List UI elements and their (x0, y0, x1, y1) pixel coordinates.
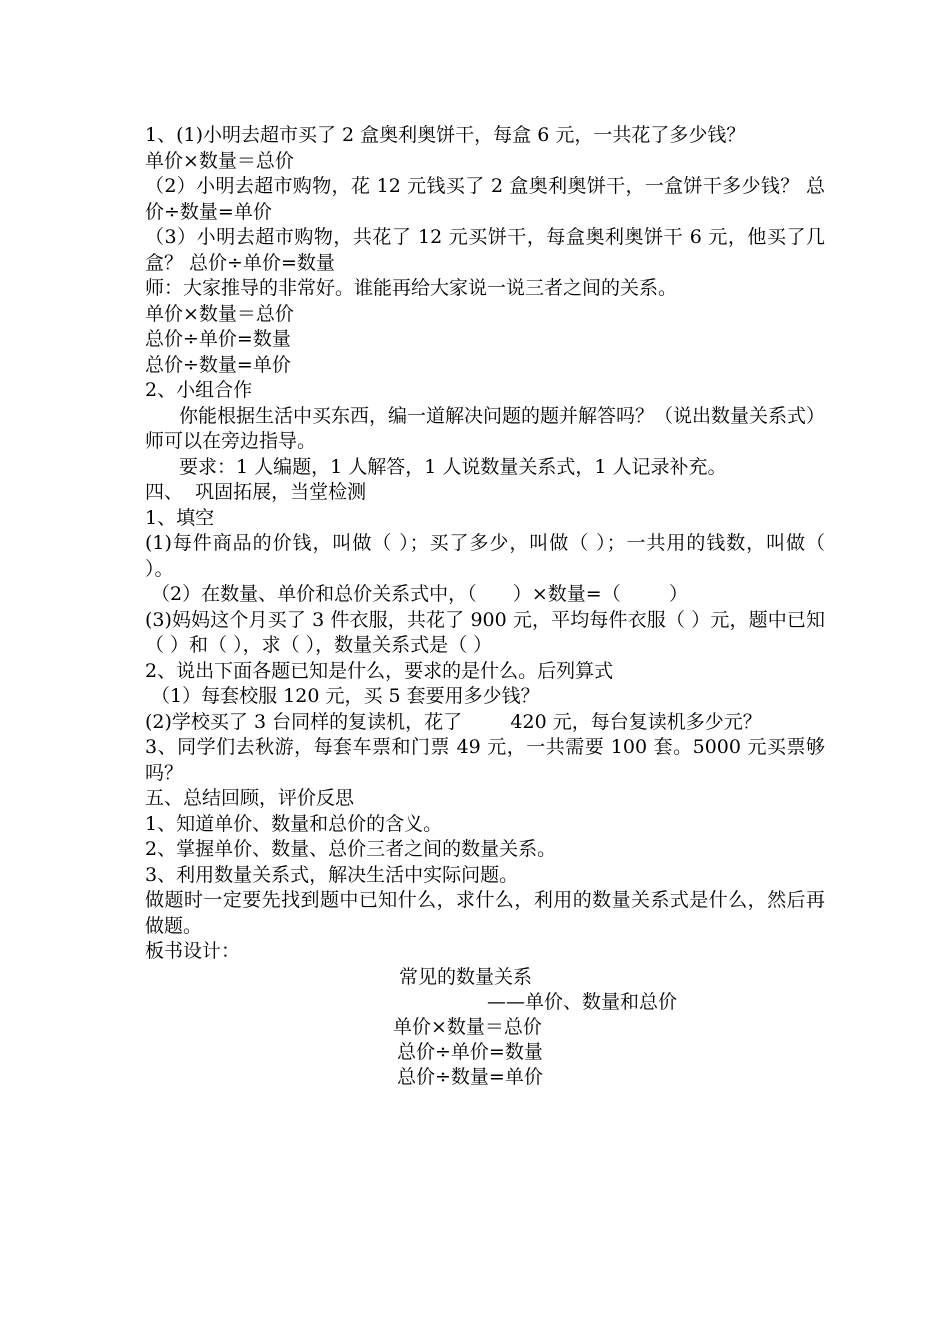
text-line: （2）在数量、单价和总价关系式中，（ ）×数量=（ ） (145, 583, 689, 605)
text-paragraph: 3、同学们去秋游，每套车票和门票 49 元，一共需要 100 套。5000 元买票够吗？ (145, 736, 825, 784)
section-heading: 2、说出下面各题已知是什么，要求的是什么。后列算式 (145, 659, 614, 682)
text-paragraph: (3)妈妈这个月买了 3 件衣服，共花了 900 元，平均每件衣服（ ）元，题中已知（ ）和（ ），求（ ），数量关系式是（ ） (145, 608, 825, 656)
text-paragraph: 做题时一定要先找到题中已知什么，求什么，利用的数量关系式是什么，然后再做题。 (145, 889, 825, 937)
text-line: 单价×数量＝总价 (145, 149, 294, 172)
board-formula: 总价÷单价=数量 (397, 1040, 543, 1063)
text-line: 1、(1)小明去超市买了 2 盒奥利奥饼干，每盒 6 元，一共花了多少钱？ (145, 124, 746, 146)
text-line: 总价÷数量=单价 (145, 353, 291, 376)
text-line: 3、利用数量关系式，解决生活中实际问题。 (145, 863, 519, 886)
blackboard-design (145, 965, 825, 1095)
document-body (145, 123, 825, 1095)
text-line: 要求：1 人编题，1 人解答，1 人说数量关系式，1 人记录补充。 (179, 455, 727, 478)
text-line: 单价×数量＝总价 (145, 302, 294, 325)
text-line: 1、知道单价、数量和总价的含义。 (145, 812, 443, 835)
board-subtitle: ——单价、数量和总价 (487, 990, 678, 1013)
section-heading: 四、 巩固拓展，当堂检测 (145, 481, 367, 503)
section-heading: 2、小组合作 (145, 379, 253, 401)
text-paragraph: (1)每件商品的价钱，叫做（ ）；买了多少，叫做（ ）；一共用的钱数，叫做（ ）。 (145, 532, 825, 580)
text-line: （1）每套校服 120 元，买 5 套要用多少钱？ (145, 685, 540, 707)
text-paragraph: （3）小明去超市购物，共花了 12 元买饼干，每盒奥利奥饼干 6 元，他买了几盒？ 总价÷单价=数量 (145, 226, 825, 274)
text-paragraph: （2）小明去超市购物，花 12 元钱买了 2 盒奥利奥饼干，一盒饼干多少钱？ 总价÷数量=单价 (145, 175, 825, 223)
text-line: 师：大家推导的非常好。谁能再给大家说一说三者之间的关系。 (145, 277, 678, 299)
section-heading: 板书设计： (145, 940, 241, 962)
text-line: 2、掌握单价、数量、总价三者之间的数量关系。 (145, 838, 557, 860)
section-heading: 五、总结回顾，评价反思 (145, 787, 355, 809)
text-line: 总价÷单价=数量 (145, 328, 291, 350)
board-formula: 总价÷数量=单价 (397, 1065, 543, 1088)
section-heading: 1、填空 (145, 506, 215, 529)
text-paragraph: 你能根据生活中买东西，编一道解决问题的题并解答吗？（说出数量关系式）师可以在旁边指导。 (145, 404, 826, 452)
text-line: (2)学校买了 3 台同样的复读机，花了 420 元，每台复读机多少元？ (145, 710, 762, 733)
board-title: 常见的数量关系 (399, 965, 533, 988)
board-formula: 单价×数量＝总价 (393, 1015, 542, 1038)
